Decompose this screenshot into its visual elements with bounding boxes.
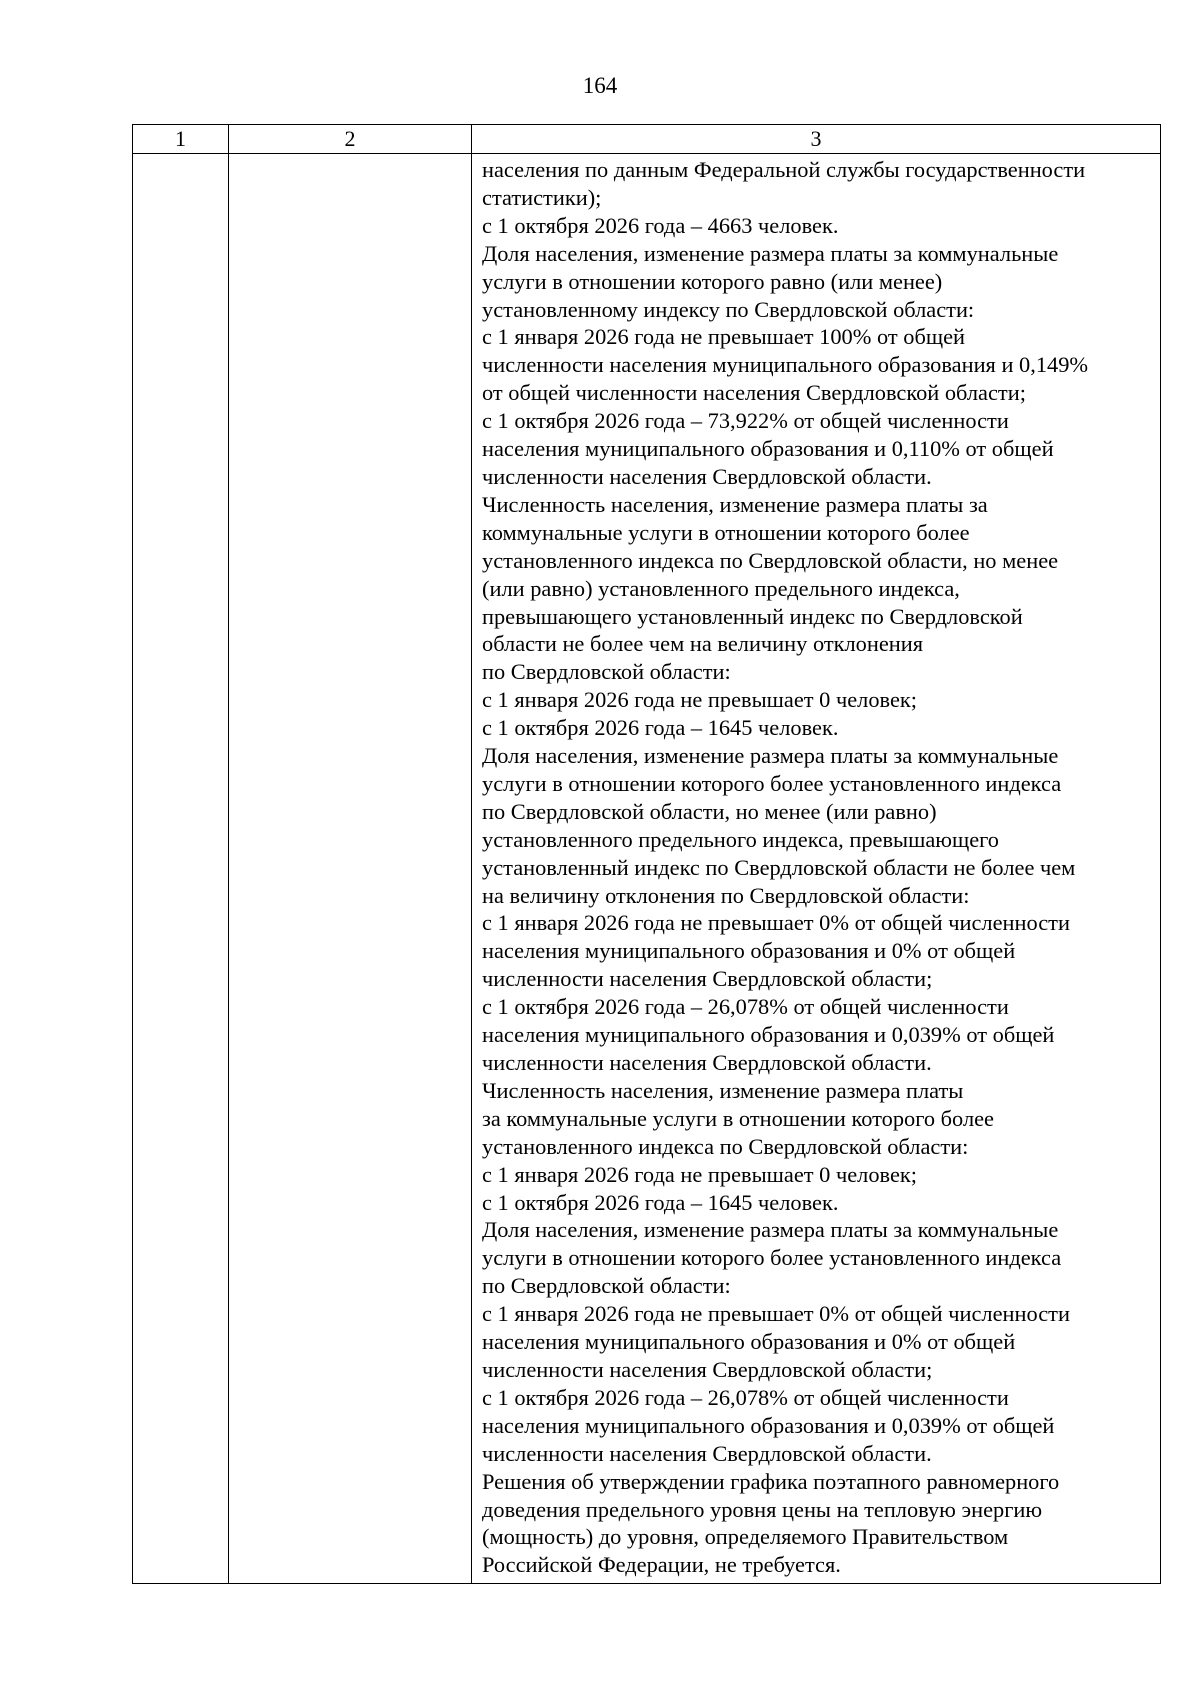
text-line: численности населения Свердловской области. [482, 463, 932, 489]
text-line: численности населения Свердловской области. [482, 1440, 932, 1466]
column-header-1: 1 [133, 125, 229, 154]
text-line: области не более чем на величину отклонения [482, 631, 924, 657]
text-line: населения муниципального образования и 0% от общей [482, 938, 1016, 964]
document-table [132, 124, 1161, 1584]
text-line: (или равно) установленного предельного индекса, [482, 575, 960, 601]
column-header-2: 2 [229, 125, 472, 154]
text-line: населения по данным Федеральной службы государственности [482, 157, 1086, 182]
text-line: с 1 октября 2026 года – 73,922% от общей численности [482, 408, 1009, 434]
text-line: по Свердловской области, но менее (или равно) [482, 798, 937, 824]
text-line: услуги в отношении которого более установленного индекса [482, 1245, 1062, 1271]
cell-col-1 [133, 154, 229, 1584]
cell-col-2 [229, 154, 472, 1584]
text-line: установленного индекса по Свердловской области, но менее [482, 547, 1059, 573]
text-line: Доля населения, изменение размера платы за коммунальные [482, 1217, 1059, 1243]
text-line: Решения об утверждении графика поэтапного равномерного [482, 1468, 1060, 1494]
text-line: с 1 октября 2026 года – 1645 человек. [482, 1189, 839, 1215]
text-line: населения муниципального образования и 0,039% от общей [482, 1412, 1055, 1438]
table-row [133, 154, 1161, 1584]
text-line: статистики); [482, 184, 602, 210]
text-line: по Свердловской области: [482, 1273, 731, 1299]
text-line: Доля населения, изменение размера платы за коммунальные [482, 240, 1059, 266]
table-body [133, 154, 1161, 1584]
text-line: с 1 января 2026 года не превышает 0 человек; [482, 1161, 917, 1187]
text-line: численности населения муниципального образования и 0,149% [482, 352, 1089, 378]
text-line: установленный индекс по Свердловской области не более чем [482, 854, 1076, 880]
text-line: с 1 января 2026 года не превышает 0 человек; [482, 687, 917, 713]
text-line: Численность населения, изменение размера платы за [482, 491, 988, 517]
text-line: численности населения Свердловской области; [482, 966, 933, 992]
text-line: с 1 октября 2026 года – 1645 человек. [482, 715, 839, 741]
table-header-row [133, 125, 1161, 154]
text-line: с 1 октября 2026 года – 4663 человек. [482, 212, 839, 238]
text-line: за коммунальные услуги в отношении которого более [482, 1105, 994, 1131]
cell-col-3-text [472, 154, 1160, 1583]
text-line: населения муниципального образования и 0,110% от общей [482, 436, 1054, 462]
text-line: Численность населения, изменение размера платы [482, 1077, 964, 1103]
text-line: Российской Федерации, не требуется. [482, 1552, 841, 1578]
text-line: установленного предельного индекса, превышающего [482, 826, 1000, 852]
text-line: с 1 января 2026 года не превышает 0% от общей численности [482, 1301, 1070, 1327]
text-line: услуги в отношении которого более установленного индекса [482, 770, 1062, 796]
text-line: с 1 октября 2026 года – 26,078% от общей численности [482, 1384, 1009, 1410]
table-header [133, 125, 1161, 154]
text-line: на величину отклонения по Свердловской области: [482, 882, 970, 908]
text-line: услуги в отношении которого равно (или менее) [482, 268, 943, 294]
text-line: населения муниципального образования и 0% от общей [482, 1329, 1016, 1355]
text-line: установленному индексу по Свердловской области: [482, 296, 975, 322]
text-line: численности населения Свердловской области; [482, 1356, 933, 1382]
text-line: по Свердловской области: [482, 659, 731, 685]
text-line: коммунальные услуги в отношении которого более [482, 519, 970, 545]
cell-col-3 [472, 154, 1161, 1584]
text-line: с 1 января 2026 года не превышает 100% от общей [482, 324, 966, 350]
text-line: установленного индекса по Свердловской области: [482, 1133, 969, 1159]
text-line: Доля населения, изменение размера платы за коммунальные [482, 743, 1059, 769]
page-number: 164 [582, 73, 618, 98]
column-header-3: 3 [472, 125, 1161, 154]
text-line: (мощность) до уровня, определяемого Правительством [482, 1524, 1009, 1550]
text-line: превышающего установленный индекс по Свердловской [482, 603, 1023, 629]
text-line: с 1 января 2026 года не превышает 0% от общей численности [482, 910, 1070, 936]
text-line: численности населения Свердловской области. [482, 1050, 932, 1075]
text-line: с 1 октября 2026 года – 26,078% от общей численности [482, 994, 1009, 1020]
text-line: доведения предельного уровня цены на тепловую энергию [482, 1496, 1043, 1522]
text-line: от общей численности населения Свердловской области; [482, 380, 1026, 406]
text-line: населения муниципального образования и 0,039% от общей [482, 1022, 1055, 1048]
